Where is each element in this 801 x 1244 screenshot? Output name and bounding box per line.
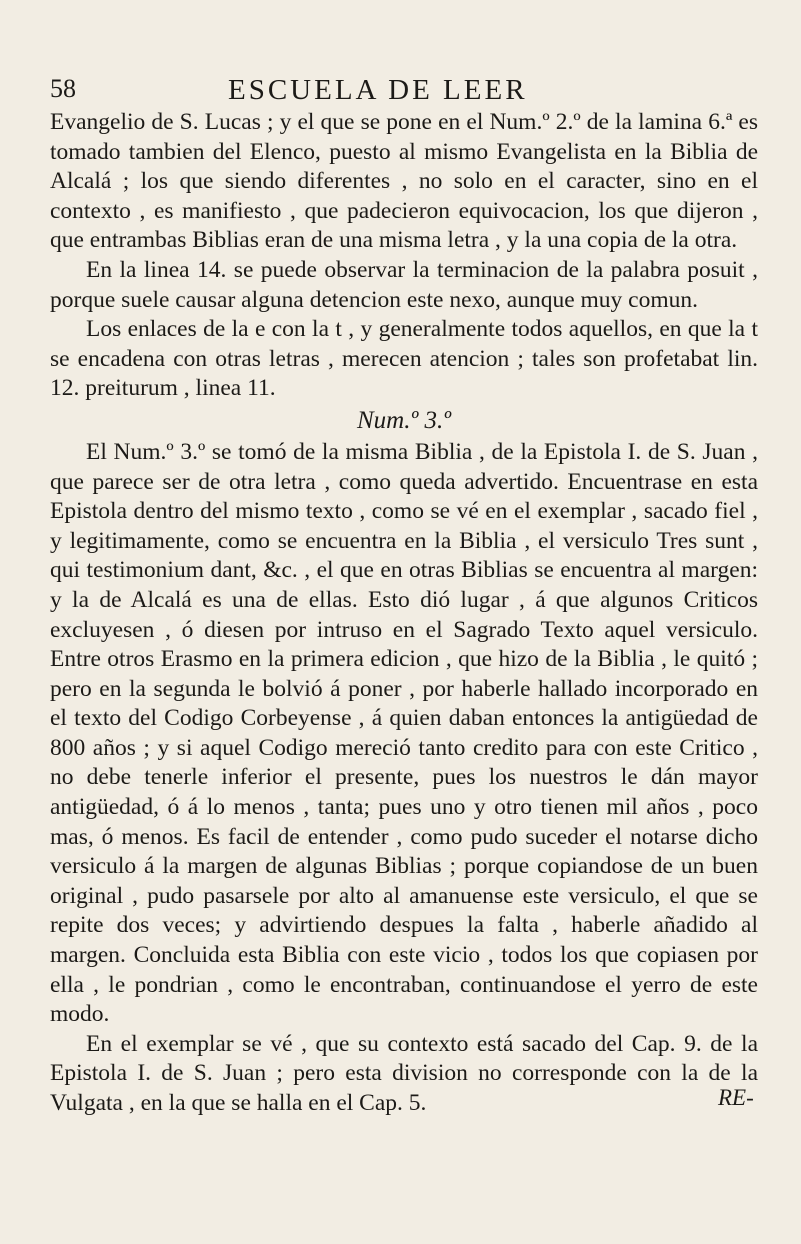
paragraph-continuation: Evangelio de S. Lucas ; y el que se pone en el Num.º 2.º de la lamina 6.ª es tomado tambien del Elenco, puesto al mismo Evangelista en la Biblia de Alcalá ; los que siendo diferentes , no solo en el caracter, sino en el contexto , es manifiesto , que padecieron equivocacion, los que dijeron , que entrambas Biblias eran de una misma letra , y la una copia de la otra. (50, 109, 758, 254)
paragraph-exemplar: En el exemplar se vé , que su contexto está sacado del Cap. 9. de la Epistola I. de S. Juan ; pero esta division no corresponde con la de la Vulgata , en la que se halla en el Cap. 5. (50, 1030, 758, 1116)
section-heading: Num.º 3.º (357, 406, 451, 434)
running-title: ESCUELA DE LEER (228, 74, 528, 106)
page-number: 58 (50, 74, 76, 103)
paragraph-enlaces: Los enlaces de la e con la t , y generalmente todos aquellos, en que la t se encadena con otras letras , merecen atencion ; tales son profetabat lin. 12. preiturum , linea 11. (50, 316, 758, 402)
page-header (0, 74, 801, 108)
paragraph-num-3: El Num.º 3.º se tomó de la misma Biblia , de la Epistola I. de S. Juan , que parece ser de otra letra , como queda advertido. Encuentrase en esta Epistola dentro del mismo texto , como se vé en el exemplar , sacado fiel , y legitimamente, como se encuentra en la Biblia , el versiculo Tres sunt , qui testimonium dant, &c. , el que en otras Biblias se encuentra al margen: y la de Alcalá es una de ellas. Esto dió lugar , á que algunos Criticos excluyesen , ó diesen por intruso en el Sagrado Texto aquel versiculo. Entre otros Erasmo en la primera edicion , que hizo de la Biblia , le quitó ; pero en la segunda le bolvió á poner , por haberle hallado incorporado en el texto del Codigo Corbeyense , á quien daban entonces la antigüedad de 800 años ; y si aquel Codigo mereció tanto credito para con este Critico , no debe tenerle inferior el presente, pues los nuestros le dán mayor antigüedad, ó á lo menos , tanta; pues uno y otro tienen mil años , poco mas, ó menos. Es facil de entender , como pudo suceder el notarse dicho versiculo á la margen de algunas Biblias ; porque copiandose de un buen original , pudo pasarsele por alto al amanuense este versiculo, el que se repite dos veces; y advirtiendo despues la falta , haberle añadido al margen. Concluida esta Biblia con este vicio , todos los que copiasen por ella , le pondrian , como le encontraban, continuandose el yerro de este modo. (50, 438, 758, 1028)
catchword: RE- (718, 1085, 754, 1110)
paragraph-posuit: En la linea 14. se puede observar la terminacion de la palabra posuit , porque suele causar alguna detencion este nexo, aunque muy comun. (50, 256, 758, 313)
body-text (50, 108, 758, 1119)
